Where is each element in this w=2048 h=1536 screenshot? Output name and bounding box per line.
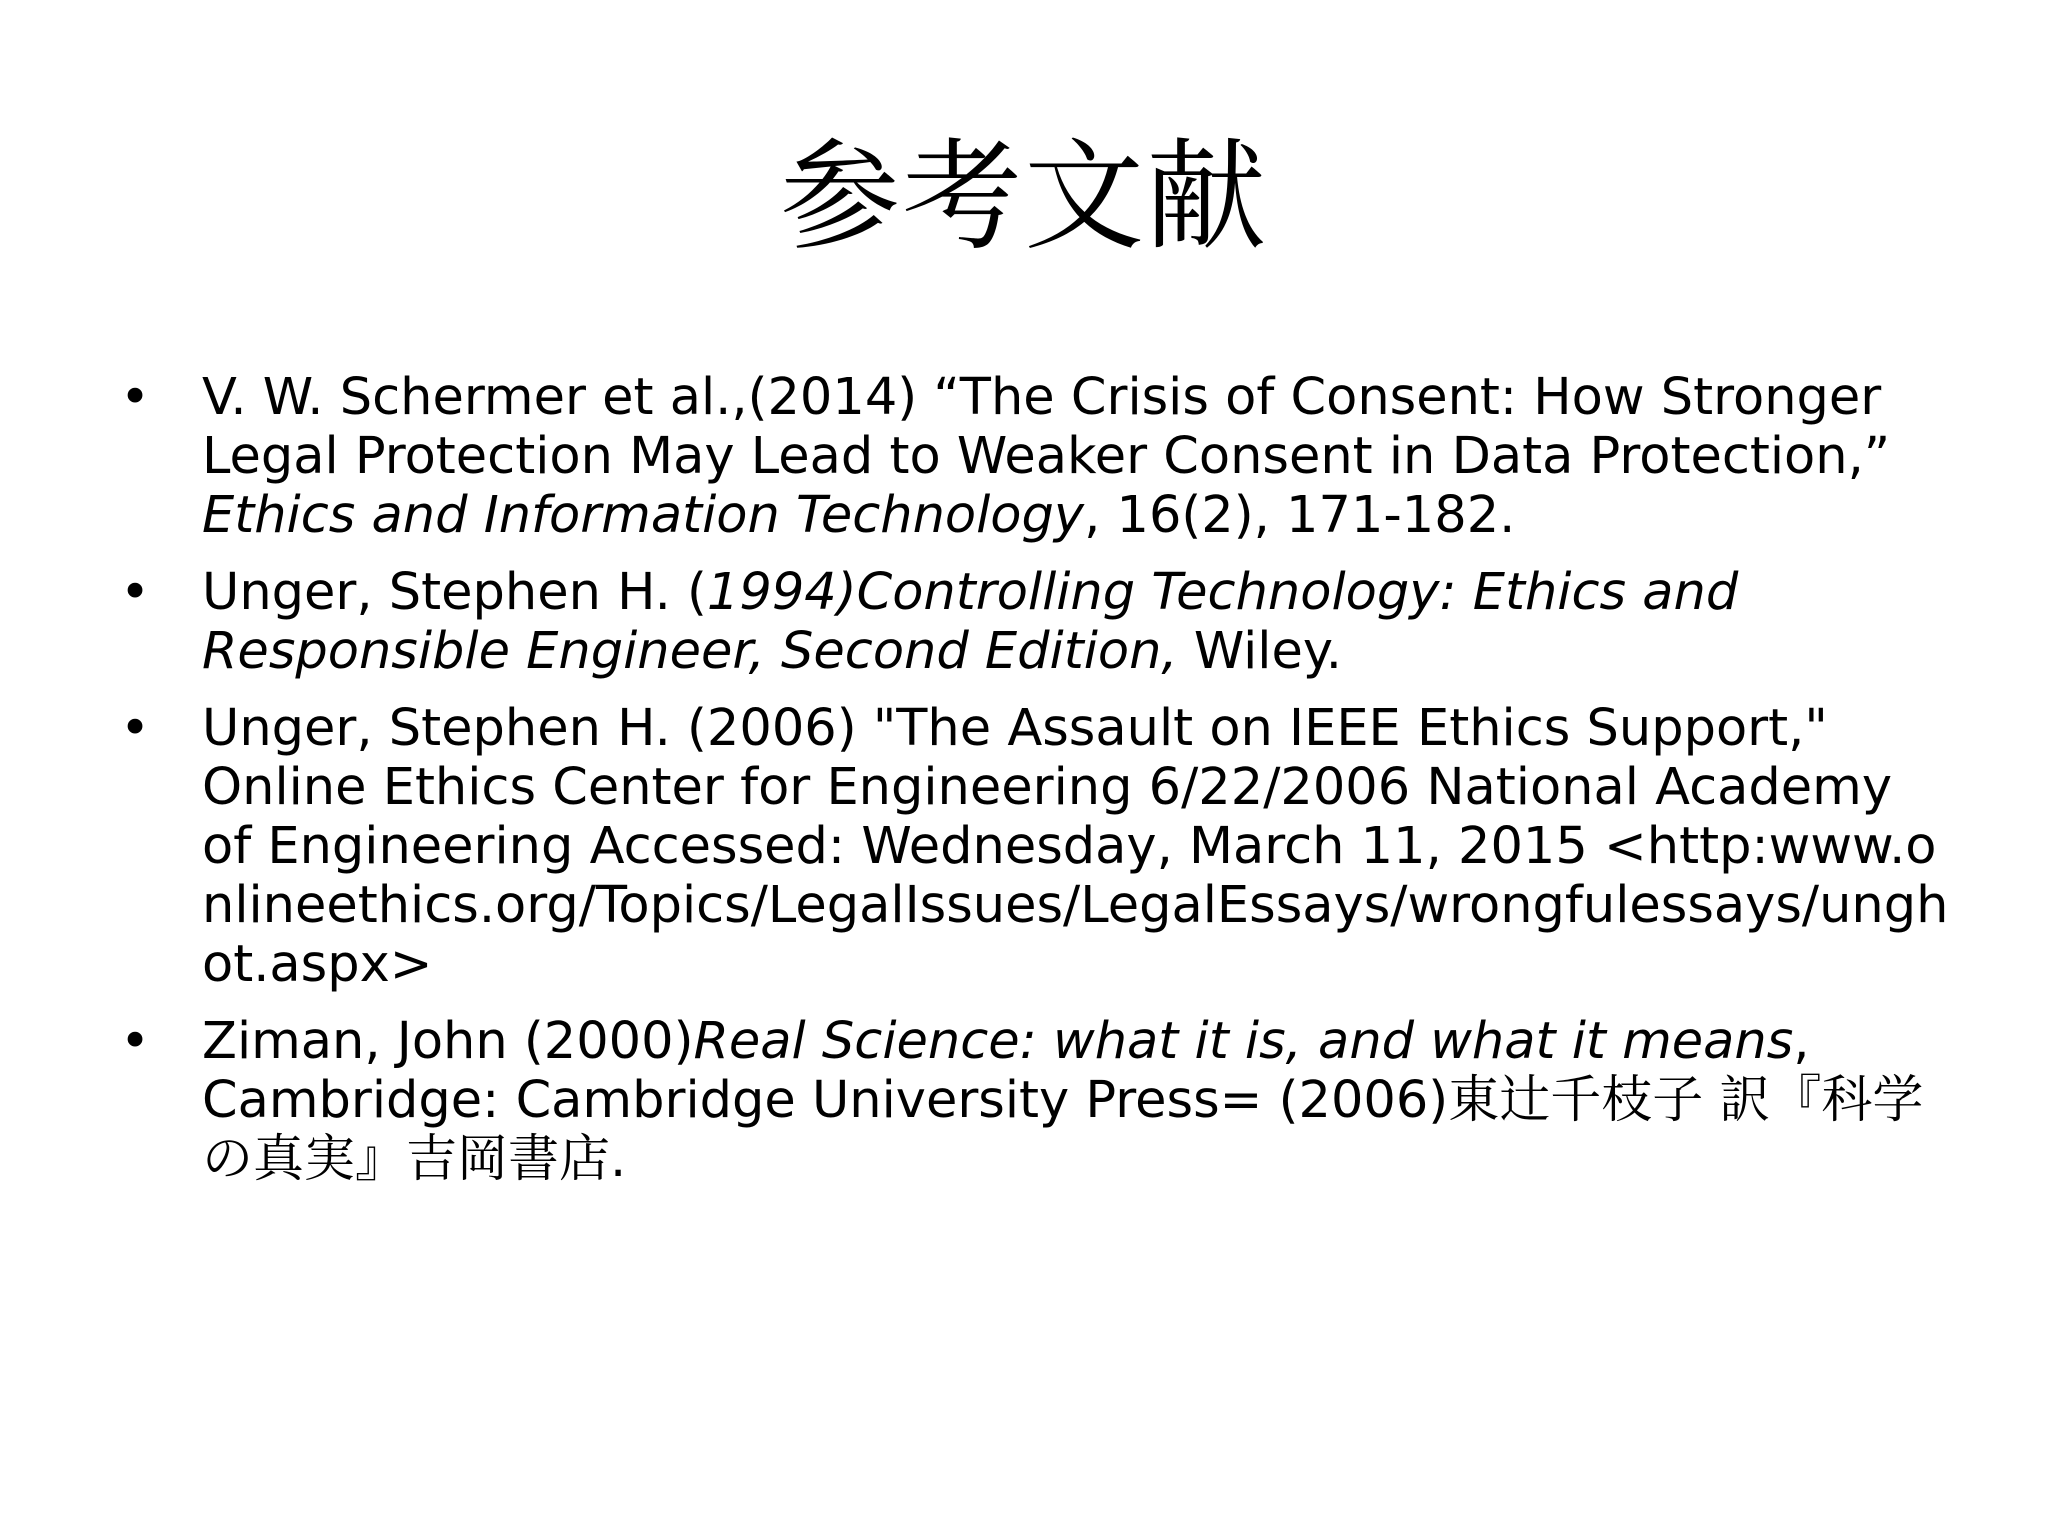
- reference-text: Unger, Stephen H. (2006) "The Assault on IEEE Ethics Support," Online Ethics Center for Engineering 6/22/2006 National Academy of Engineering Accessed: Wednesday, March 11, 2015: [202, 699, 1892, 876]
- reference-journal: Ethics and Information Technology: [202, 486, 1085, 545]
- reference-text: Unger, Stephen H. (: [202, 563, 707, 622]
- reference-text: V. W. Schermer et al.,(2014) “The Crisis of Consent: How Stronger Legal Protection May Lead to Weaker Consent in Data Protection,”: [202, 368, 1891, 486]
- bullet-icon: •: [120, 1012, 151, 1071]
- reference-list: [120, 368, 1950, 1207]
- slide-title: 参考文献: [780, 128, 1268, 267]
- reference-text: Ziman, John (2000): [202, 1012, 694, 1071]
- reference-book-title: 1994)Controlling Technology: Ethics and Responsible Engineer, Second Edition,: [202, 563, 1739, 681]
- reference-item: [120, 699, 1950, 994]
- reference-item: [120, 1012, 1950, 1189]
- reference-item: [120, 563, 1950, 681]
- reference-url: <http:www.onlineethics.org/Topics/LegalIssues/LegalEssays/wrongfulessays/unghot.aspx>: [202, 817, 1949, 994]
- reference-text-tail: Wiley.: [1177, 622, 1342, 681]
- bullet-icon: •: [120, 368, 151, 427]
- reference-book-title: Real Science: what it is, and what it means: [693, 1012, 1794, 1071]
- reference-item: [120, 368, 1950, 545]
- reference-text-tail: , Cambridge: Cambridge University Press= (2006)東辻千枝子 訳『科学の真実』吉岡書店.: [202, 1012, 1924, 1189]
- bullet-icon: •: [120, 699, 151, 758]
- reference-text-tail: , 16(2), 171-182.: [1084, 486, 1516, 545]
- bullet-icon: •: [120, 563, 151, 622]
